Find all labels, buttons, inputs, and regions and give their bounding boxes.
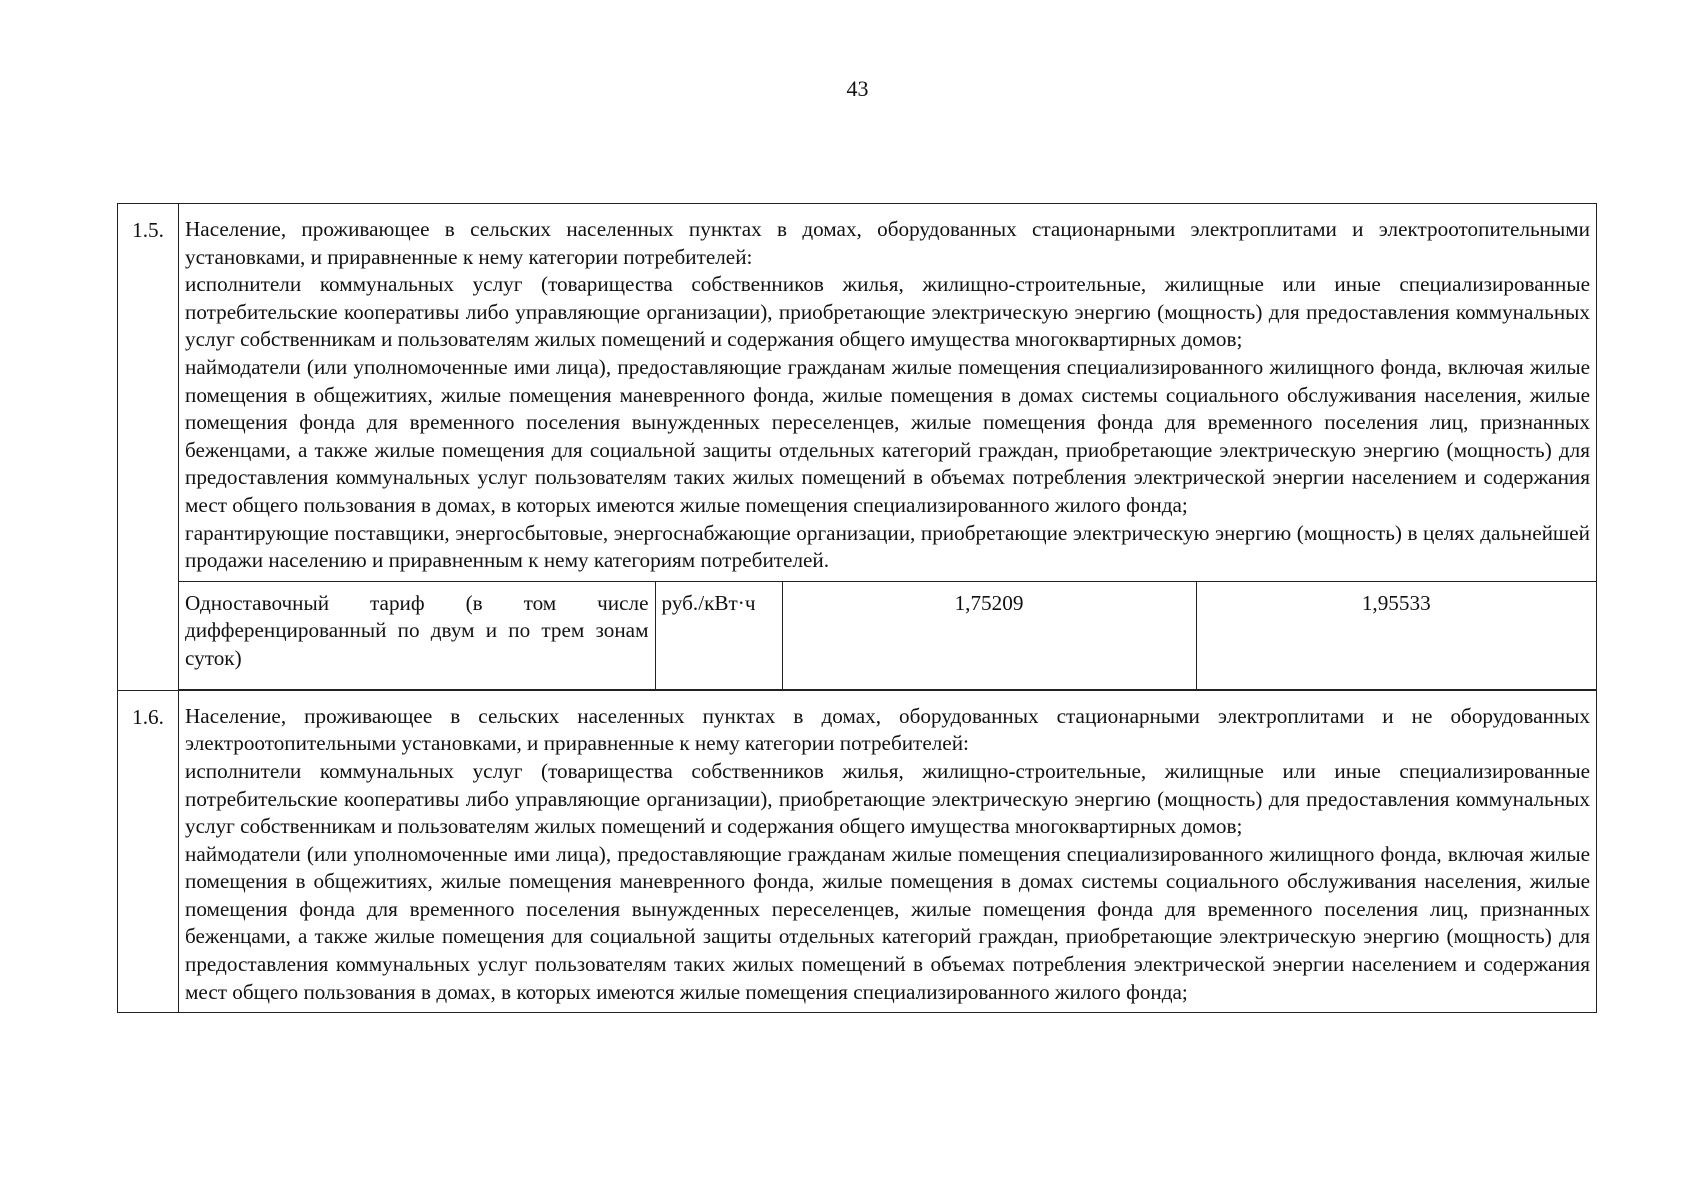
tariff-subtable <box>179 582 1596 690</box>
tariff-label: Одноставочный тариф (в том числе дифференцированный по двум и по трем зонам суток) <box>179 582 655 690</box>
row-number: 1.6. <box>118 690 179 1013</box>
table-row-1-5 <box>118 204 1597 582</box>
row-description <box>179 204 1597 582</box>
tariff-cell <box>179 581 1597 690</box>
paragraph: исполнители коммунальных услуг (товарищества собственников жилья, жилищно-строительные, жилищные или иные специализированные потребительские кооперативы либо управляющие организации), приобретающие электрическую энергию (мощность) для предоставления коммунальных услуг собственникам и пользователям жилых помещений и содержания общего имущества многоквартирных домов; <box>185 272 1590 352</box>
paragraph: наймодатели (или уполномоченные ими лица), предоставляющие гражданам жилые помещения специализированного жилищного фонда, включая жилые помещения в общежитиях, жилые помещения маневренного фонда, жилые помещения в домах системы социального обслуживания населения, жилые помещения фонда для временного поселения вынужденных переселенцев, жилые помещения фонда для временного поселения лиц, признанных беженцами, а также жилые помещения для социальной защиты отдельных категорий граждан, приобретающие электрическую энергию (мощность) для предоставления коммунальных услуг пользователям таких жилых помещений в объемах потребления электрической энергии населением и содержания мест общего пользования в домах, в которых имеются жилые помещения специализированного жилого фонда; <box>185 354 1590 517</box>
paragraph: гарантирующие поставщики, энергосбытовые, энергоснабжающие организации, приобретающие электрическую энергию (мощность) в целях дальнейшей продажи населению и приравненным к нему категориям потребителей. <box>185 520 1590 573</box>
paragraph: Население, проживающее в сельских населенных пунктах в домах, оборудованных стационарными электроплитами и электроотопительными установками, и приравненные к нему категории потребителей: <box>185 217 1590 269</box>
tariff-value-1: 1,75209 <box>782 582 1196 690</box>
tariff-table <box>117 203 1597 1013</box>
tariff-subtable-row <box>179 582 1596 690</box>
page-number: 43 <box>846 76 869 101</box>
row-number: 1.5. <box>118 204 179 691</box>
tariff-row <box>118 581 1597 690</box>
paragraph: исполнители коммунальных услуг (товарищества собственников жилья, жилищно-строительные, жилищные или иные специализированные потребительские кооперативы либо управляющие организации), приобретающие электрическую энергию (мощность) для предоставления коммунальных услуг собственникам и пользователям жилых помещений и содержания общего имущества многоквартирных домов; <box>185 758 1590 839</box>
row-description <box>179 690 1597 1013</box>
paragraph: Население, проживающее в сельских населенных пунктах в домах, оборудованных стационарными электроплитами и не оборудованных электроотопительными установками, и приравненные к нему категории потребителей: <box>185 703 1590 756</box>
tariff-value-2: 1,95533 <box>1196 582 1596 690</box>
table-row-1-6 <box>118 690 1597 1013</box>
tariff-unit: руб./кВт·ч <box>655 582 782 690</box>
paragraph: наймодатели (или уполномоченные ими лица), предоставляющие гражданам жилые помещения специализированного жилищного фонда, включая жилые помещения в общежитиях, жилые помещения маневренного фонда, жилые помещения в домах системы социального обслуживания населения, жилые помещения фонда для временного поселения вынужденных переселенцев, жилые помещения фонда для временного поселения лиц, признанных беженцами, а также жилые помещения для социальной защиты отдельных категорий граждан, приобретающие электрическую энергию (мощность) для предоставления коммунальных услуг пользователям таких жилых помещений в объемах потребления электрической энергии населением и содержания мест общего пользования в домах, в которых имеются жилые помещения специализированного жилого фонда; <box>185 841 1590 1004</box>
